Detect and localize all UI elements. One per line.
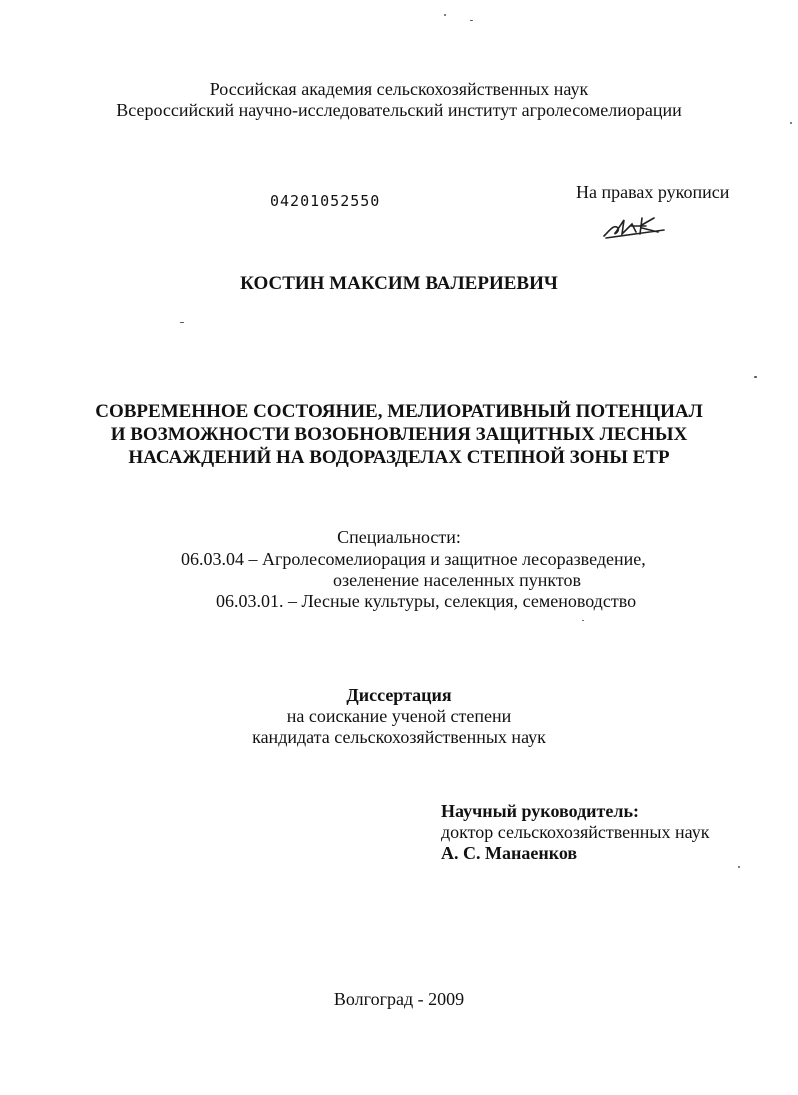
place-and-year: Волгоград - 2009 — [333, 989, 465, 1009]
scan-speck — [582, 620, 584, 621]
signature-mark — [602, 212, 666, 240]
supervisor-heading: Научный руководитель: — [441, 801, 639, 821]
scan-speck — [470, 20, 473, 21]
scan-speck — [180, 322, 184, 323]
dissertation-degree-line-2: кандидата сельскохозяйственных наук — [252, 727, 546, 747]
specialty-1-line-1: 06.03.04 – Агролесомелиорация и защитное лесоразведение, — [181, 549, 646, 569]
specialties-heading: Специальности: — [337, 527, 461, 547]
scan-speck — [444, 14, 446, 16]
supervisor-name: А. С. Манаенков — [441, 843, 578, 863]
catalog-number: 04201052550 — [270, 192, 381, 210]
organization-academy: Российская академия сельскохозяйственных наук — [209, 79, 589, 99]
thesis-title-line-1: СОВРЕМЕННОЕ СОСТОЯНИЕ, МЕЛИОРАТИВНЫЙ ПОТЕНЦИАЛ — [95, 401, 703, 422]
scan-speck — [790, 122, 792, 124]
manuscript-rights: На правах рукописи — [576, 182, 730, 202]
specialty-2: 06.03.01. – Лесные культуры, селекция, семеноводство — [216, 591, 637, 611]
scan-speck — [754, 376, 757, 378]
supervisor-degree: доктор сельскохозяйственных наук — [441, 822, 710, 842]
thesis-title-line-3: НАСАЖДЕНИЙ НА ВОДОРАЗДЕЛАХ СТЕПНОЙ ЗОНЫ ЕТР — [128, 447, 670, 468]
scan-speck — [738, 866, 740, 868]
specialty-1-line-2: озеленение населенных пунктов — [333, 570, 582, 590]
organization-institute: Всероссийский научно-исследовательский институт агролесомелиорации — [116, 100, 682, 120]
author-name: КОСТИН МАКСИМ ВАЛЕРИЕВИЧ — [240, 273, 558, 294]
dissertation-degree-line-1: на соискание ученой степени — [286, 706, 512, 726]
thesis-title-line-2: И ВОЗМОЖНОСТИ ВОЗОБНОВЛЕНИЯ ЗАЩИТНЫХ ЛЕСНЫХ — [110, 424, 688, 445]
dissertation-heading: Диссертация — [346, 685, 452, 705]
